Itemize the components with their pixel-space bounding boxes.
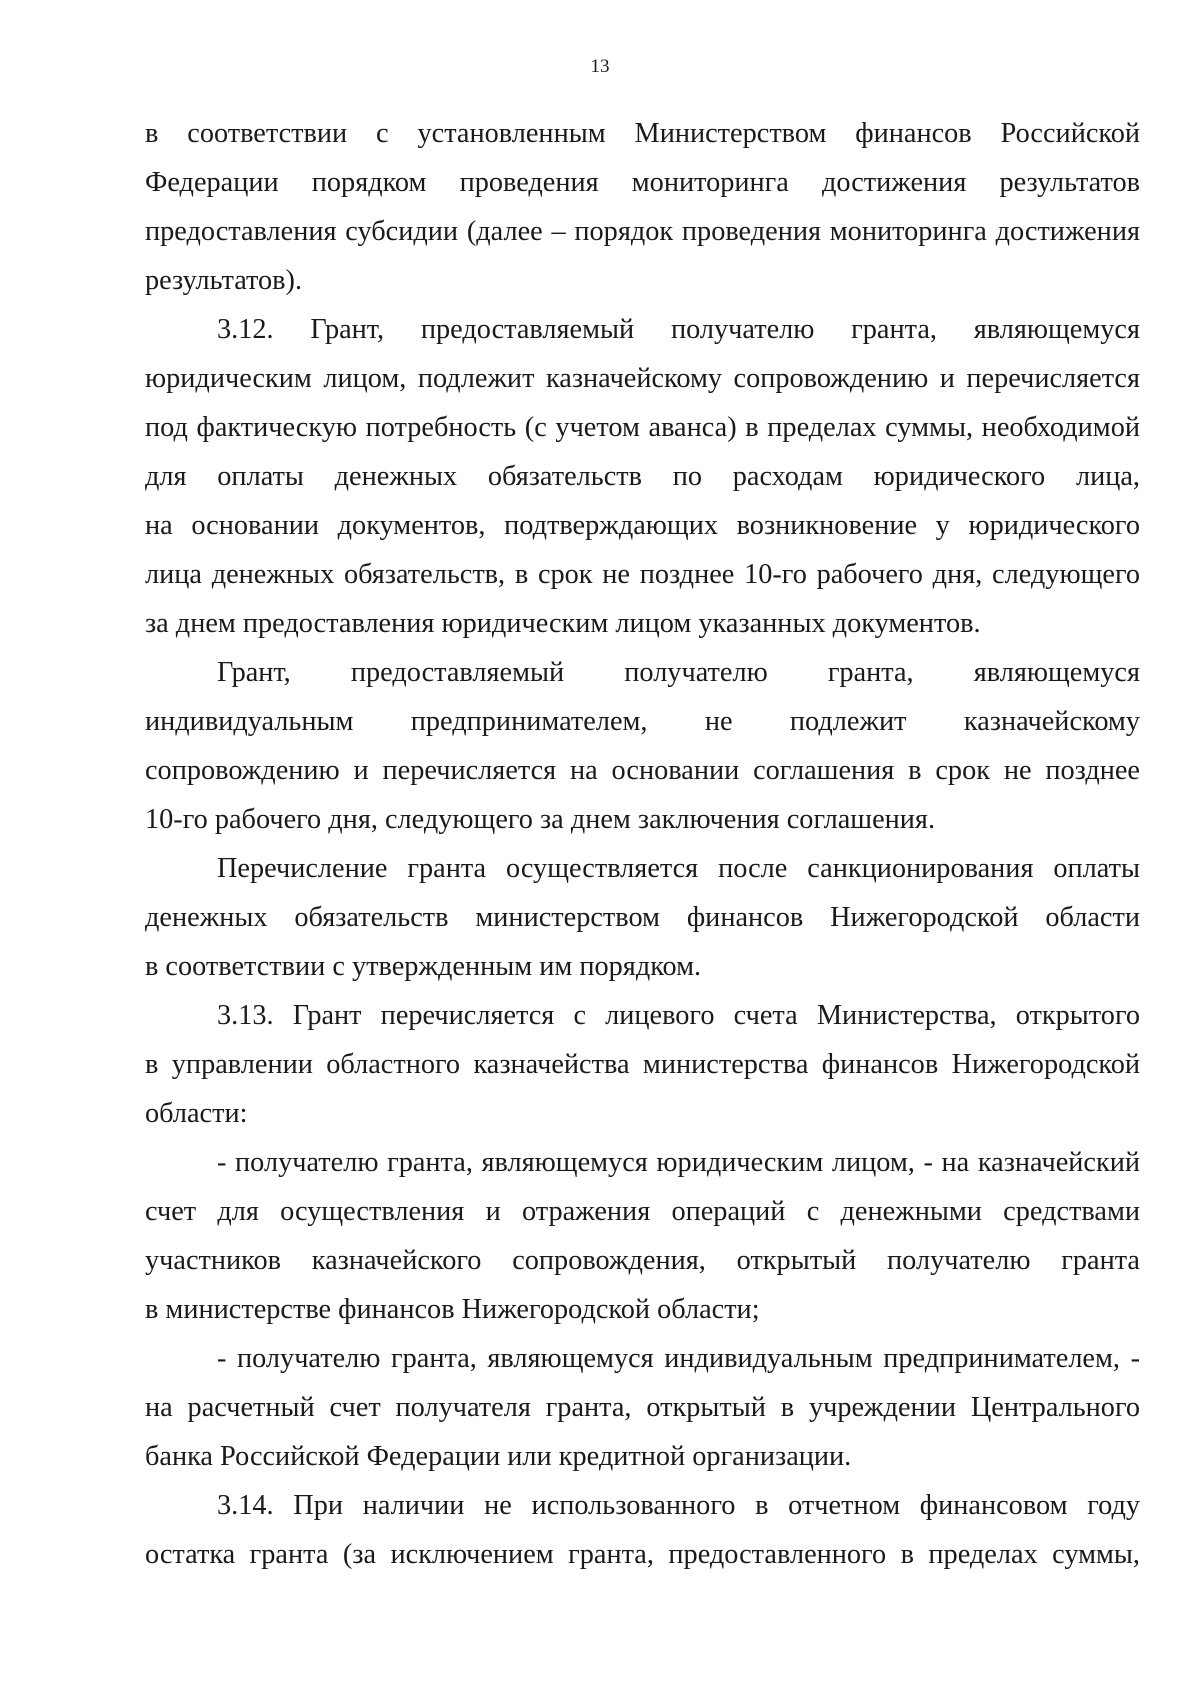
text-line: предоставления субсидии (далее – порядок проведения мониторинга достижения <box>145 216 1140 247</box>
text-line: - получателю гранта, являющемуся индивидуальным предпринимателем, - <box>217 1343 1140 1374</box>
text-line: для оплаты денежных обязательств по расходам юридического лица, <box>145 461 1140 492</box>
text-line: результатов). <box>145 265 303 296</box>
text-line: остатка гранта (за исключением гранта, предоставленного в пределах суммы, <box>145 1539 1140 1570</box>
paragraph-3-12 <box>145 305 1140 648</box>
text-line: сопровождению и перечисляется на основании соглашения в срок не позднее <box>145 755 1140 786</box>
text-line: в управлении областного казначейства министерства финансов Нижегородской <box>145 1049 1140 1080</box>
text-line: денежных обязательств министерством финансов Нижегородской области <box>145 902 1140 933</box>
text-line: юридическим лицом, подлежит казначейскому сопровождению и перечисляется <box>145 363 1140 394</box>
paragraph-grant-transfer <box>145 844 1140 991</box>
paragraph-individual-entrepreneur <box>145 648 1140 844</box>
page-number: 13 <box>590 56 610 77</box>
text-line: счет для осуществления и отражения операций с денежными средствами <box>145 1196 1140 1227</box>
paragraph-3-14 <box>145 1481 1140 1579</box>
text-line: области: <box>145 1098 248 1129</box>
paragraph-monitoring-order <box>145 109 1140 305</box>
list-item-entrepreneur <box>145 1334 1140 1481</box>
paragraph-3-13 <box>145 991 1140 1138</box>
document-body <box>145 109 1140 1579</box>
text-line: в министерстве финансов Нижегородской области; <box>145 1294 760 1325</box>
text-line: Федерации порядком проведения мониторинга достижения результатов <box>145 167 1140 198</box>
text-line: участников казначейского сопровождения, открытый получателю гранта <box>145 1245 1140 1276</box>
text-line: на основании документов, подтверждающих возникновение у юридического <box>145 510 1140 541</box>
text-line: 3.13. Грант перечисляется с лицевого счета Министерства, открытого <box>217 1000 1140 1031</box>
text-line: в соответствии с утвержденным им порядком. <box>145 951 702 982</box>
list-item-legal-entity <box>145 1138 1140 1334</box>
text-line: Грант, предоставляемый получателю гранта, являющемуся <box>217 657 1140 688</box>
text-line: 3.12. Грант, предоставляемый получателю гранта, являющемуся <box>217 314 1140 345</box>
text-line: в соответствии с установленным Министерством финансов Российской <box>145 118 1140 149</box>
text-line: Перечисление гранта осуществляется после санкционирования оплаты <box>217 853 1140 884</box>
text-line: лица денежных обязательств, в срок не позднее 10-го рабочего дня, следующего <box>145 559 1140 590</box>
text-line: 3.14. При наличии не использованного в отчетном финансовом году <box>217 1490 1140 1521</box>
text-line: - получателю гранта, являющемуся юридическим лицом, - на казначейский <box>217 1147 1140 1178</box>
text-line: банка Российской Федерации или кредитной организации. <box>145 1441 852 1472</box>
text-line: на расчетный счет получателя гранта, открытый в учреждении Центрального <box>145 1392 1140 1423</box>
text-line: за днем предоставления юридическим лицом указанных документов. <box>145 608 981 639</box>
text-line: 10-го рабочего дня, следующего за днем заключения соглашения. <box>145 804 936 835</box>
text-line: под фактическую потребность (с учетом аванса) в пределах суммы, необходимой <box>145 412 1140 443</box>
text-line: индивидуальным предпринимателем, не подлежит казначейскому <box>145 706 1140 737</box>
